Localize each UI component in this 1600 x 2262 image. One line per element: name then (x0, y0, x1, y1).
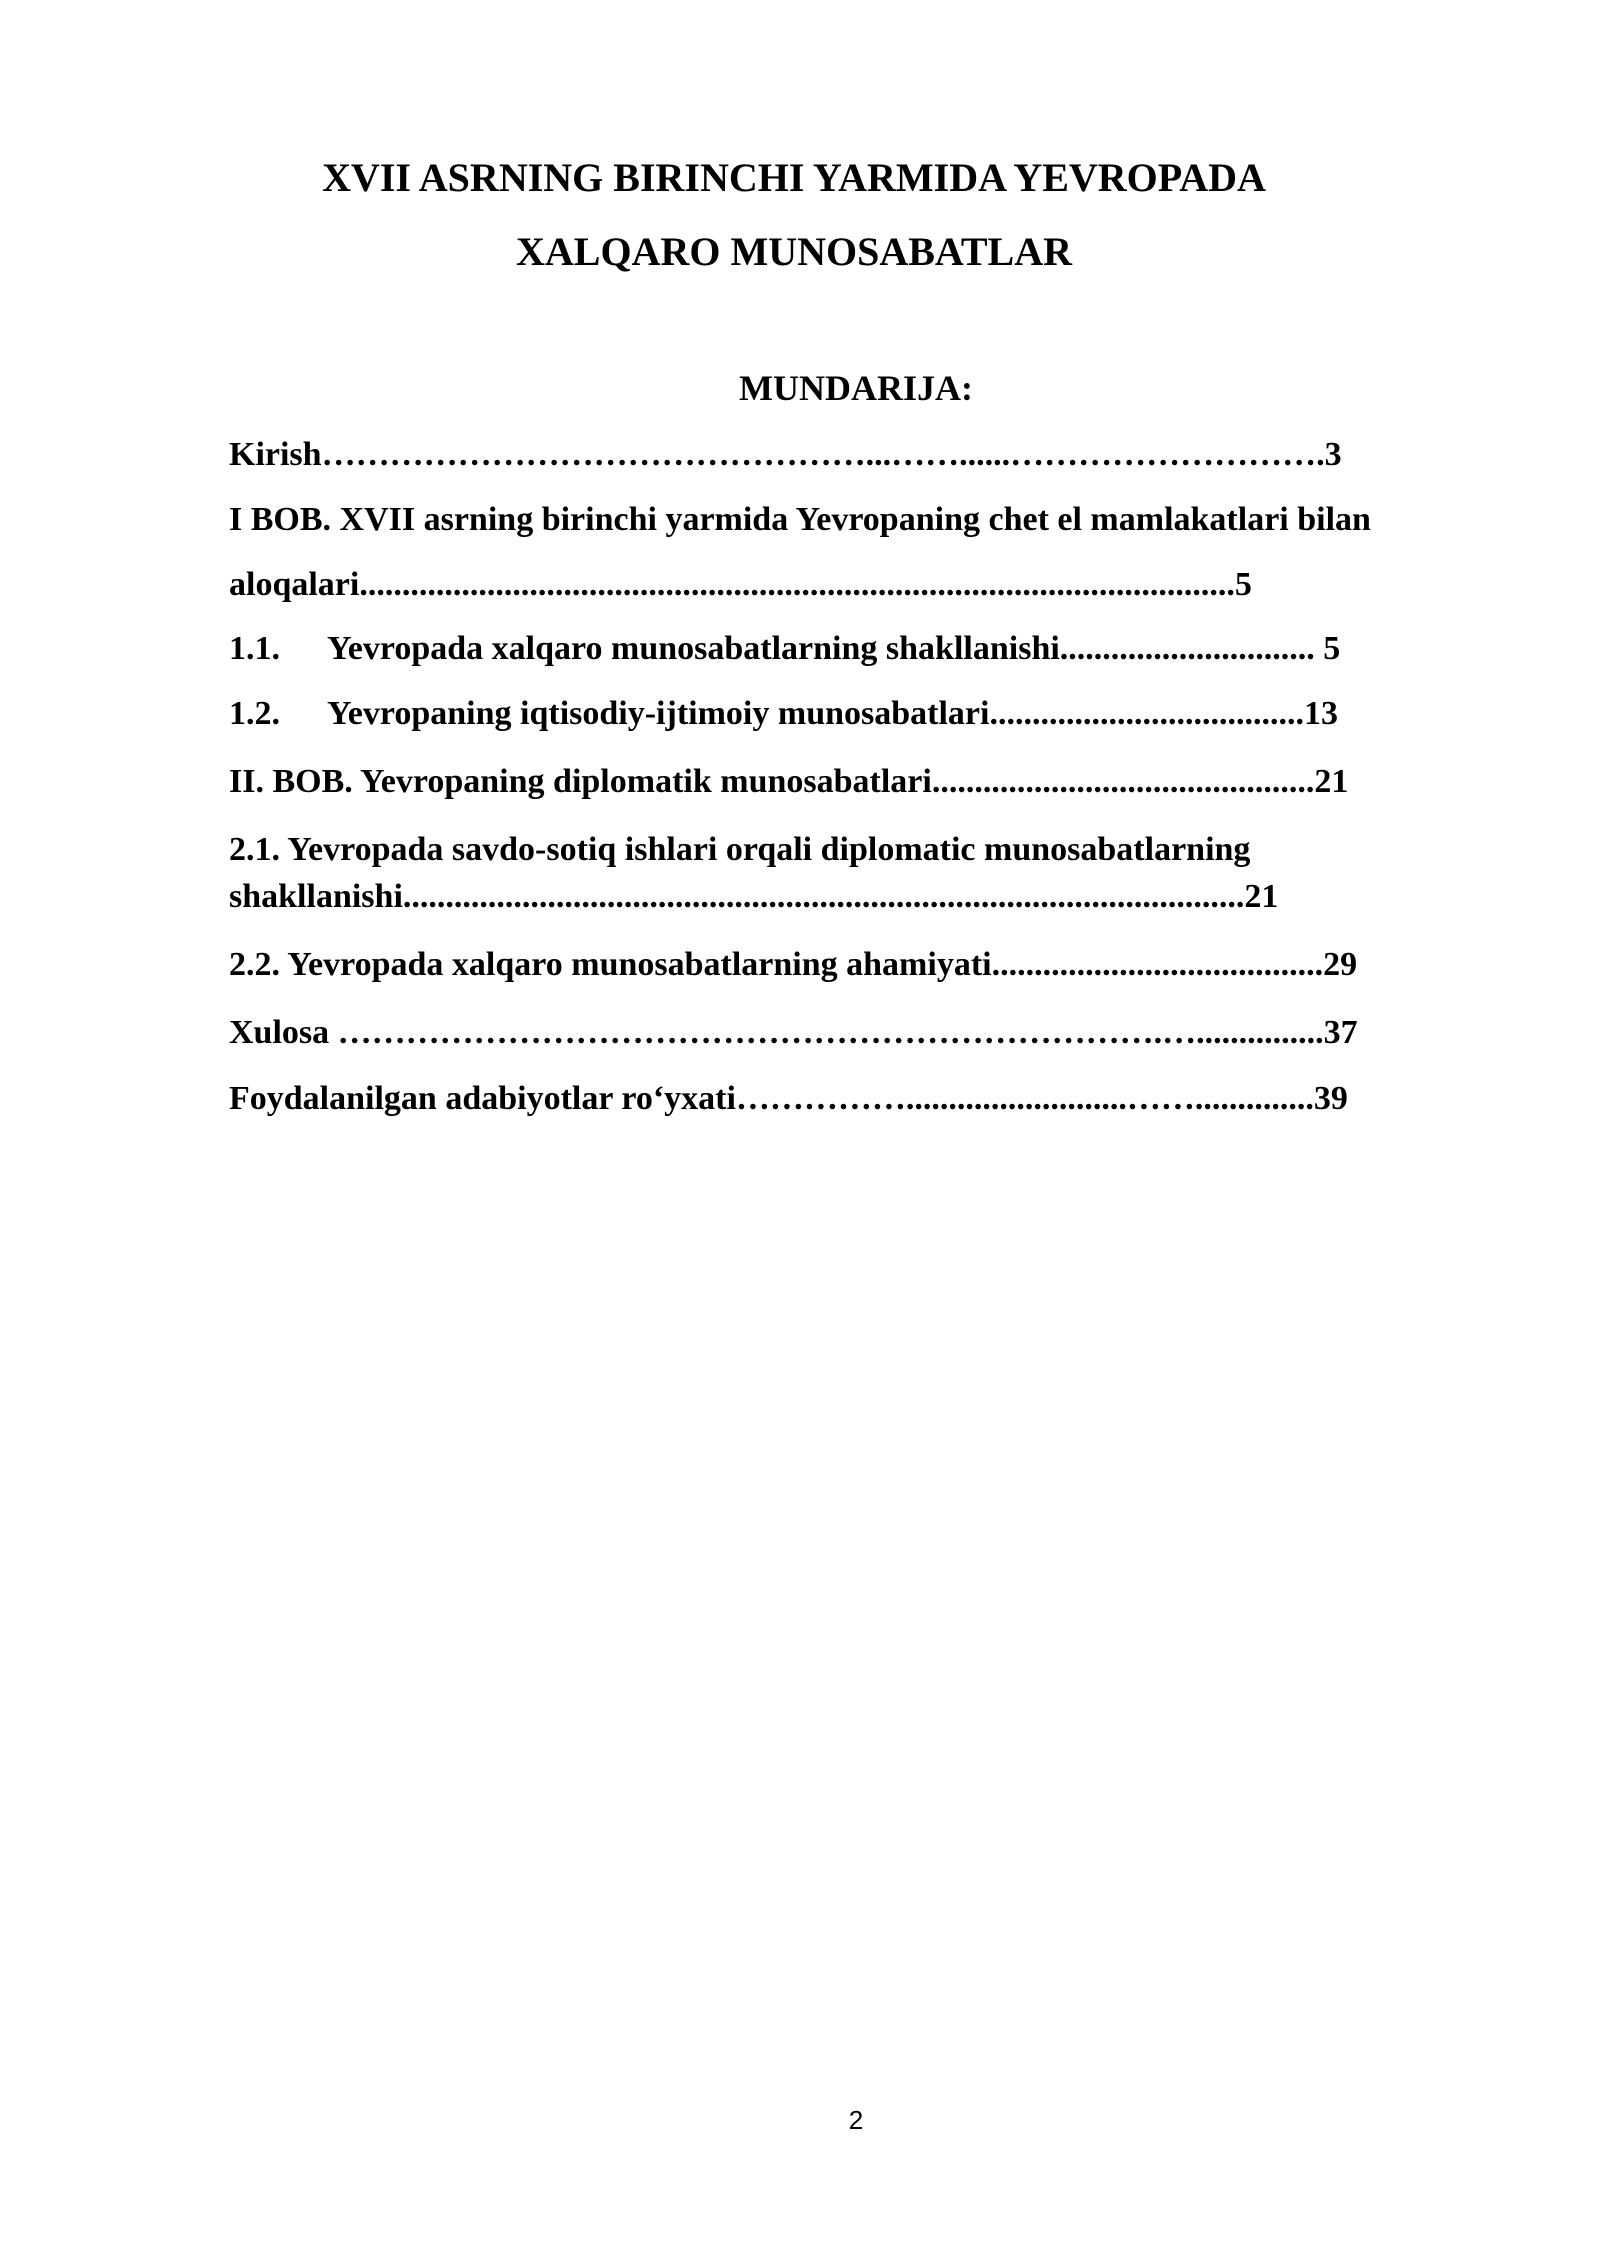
toc-entry-text: Yevropada xalqaro munosabatlarning shakllanishi.............................. 5 (327, 630, 1341, 667)
toc-heading: MUNDARIJA: (739, 368, 973, 408)
toc-entry-section-2-1: 2.1. Yevropada savdo-sotiq ishlari orqali diplomatic munosabatlarning (229, 831, 1251, 868)
toc-entry-chapter-1-continued: aloqalari.......................................................................................................5 (229, 566, 1252, 603)
toc-entry-section-1-1 (229, 628, 1340, 670)
toc-entry-section-2-2: 2.2. Yevropada xalqaro munosabatlarning ahamiyati.......................................29 (229, 946, 1358, 983)
toc-entry-references: Foydalanilgan adabiyotlar ro‘yxati……………..........................……..............39 (229, 1080, 1348, 1117)
toc-entry-chapter-2: II. BOB. Yevropaning diplomatik munosabatlari.............................................21 (229, 763, 1349, 800)
toc-entry-chapter-1: I BOB. XVII asrning birinchi yarmida Yevropaning chet el mamlakatlari bilan (229, 501, 1371, 538)
toc-entry-text: Yevropaning iqtisodiy-ijtimoiy munosabatlari.....................................13 (327, 695, 1338, 732)
toc-entry-kirish: Kirish…………………………………………...……......……………………….3 (229, 436, 1342, 473)
toc-entry-xulosa: Xulosa ……………………………………………………………….…...............37 (229, 1014, 1358, 1051)
document-title-line-2: XALQARO MUNOSABATLAR (516, 229, 1072, 274)
toc-entry-section-1-2 (229, 693, 1338, 735)
toc-entry-number: 1.1. (229, 630, 280, 667)
toc-entry-number: 1.2. (229, 695, 280, 732)
document-title-line-1: XVII ASRNING BIRINCHI YARMIDA YEVROPADA (322, 155, 1266, 200)
toc-entry-section-2-1-continued: shakllanishi...................................................................................................21 (229, 878, 1279, 915)
page-number: 2 (848, 2105, 864, 2135)
